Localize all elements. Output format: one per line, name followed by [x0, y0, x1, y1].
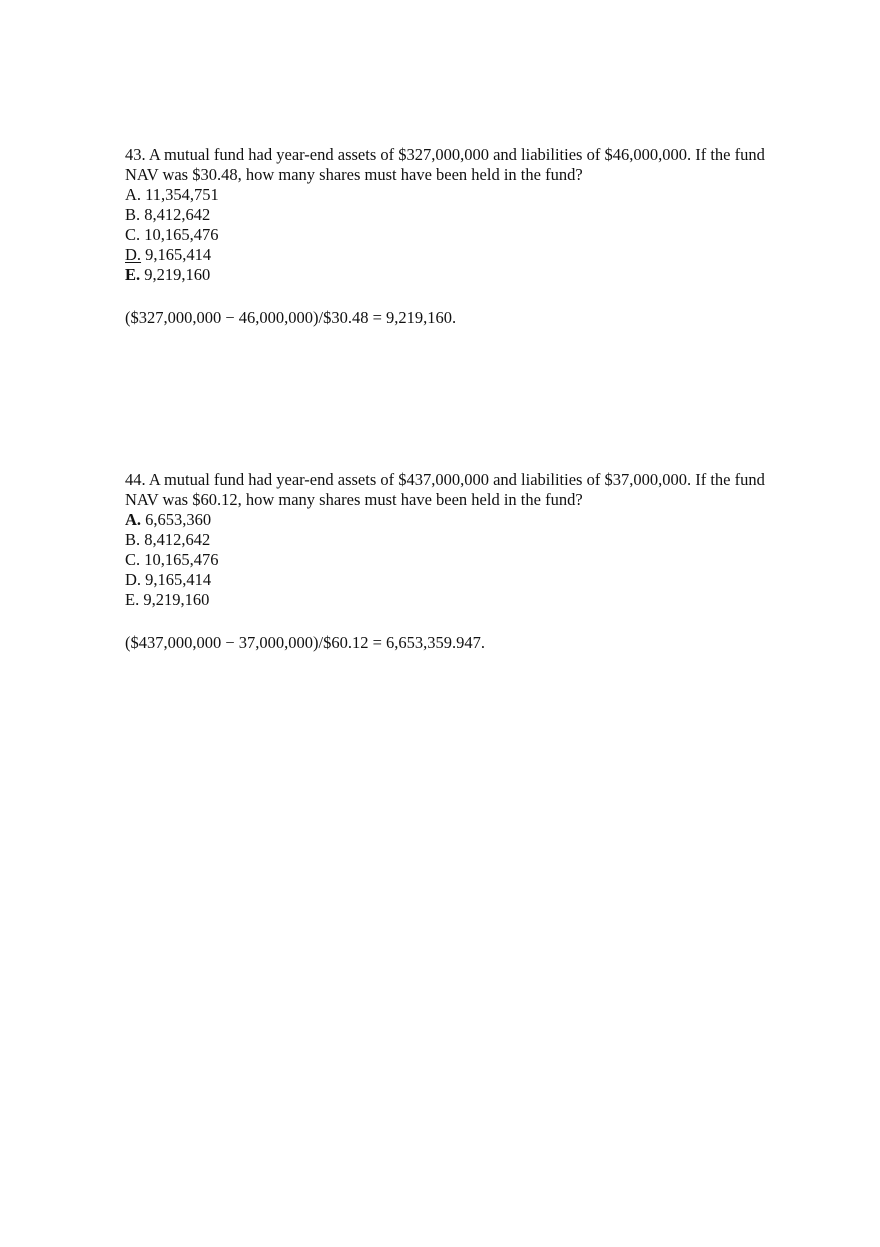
question-stem: 44. A mutual fund had year-end assets of $437,000,000 and liabilities of $37,000,000. If the fund NAV was $60.12, how many shares must have been held in the fund? [125, 470, 765, 509]
choice-letter: B. [125, 205, 141, 224]
question-stem: 43. A mutual fund had year-end assets of $327,000,000 and liabilities of $46,000,000. If the fund NAV was $30.48, how many shares must have been held in the fund? [125, 145, 765, 184]
choice-c [125, 550, 775, 570]
choice-a [125, 185, 775, 205]
choice-letter: B. [125, 530, 141, 549]
choice-letter-correct: E. [125, 265, 141, 284]
question-44 [125, 470, 775, 653]
choice-d [125, 570, 775, 590]
choice-letter: D. [125, 245, 142, 264]
choice-letter: A. [125, 185, 142, 204]
answer-explanation: ($437,000,000 − 37,000,000)/$60.12 = 6,653,359.947. [125, 633, 486, 652]
choice-e [125, 590, 775, 610]
choice-b [125, 205, 775, 225]
choice-d [125, 245, 775, 265]
choice-letter-correct: A. [125, 510, 142, 529]
choice-value: 11,354,751 [145, 185, 219, 204]
choice-value: 9,219,160 [143, 590, 210, 609]
choice-c [125, 225, 775, 245]
choice-value: 9,165,414 [145, 570, 212, 589]
choice-letter: D. [125, 570, 142, 589]
choice-value: 10,165,476 [144, 550, 219, 569]
choice-value: 8,412,642 [144, 205, 211, 224]
choice-value: 10,165,476 [144, 225, 219, 244]
choice-letter: E. [125, 590, 140, 609]
choice-e-correct [125, 265, 775, 285]
choice-letter: C. [125, 225, 141, 244]
choice-value: 9,219,160 [144, 265, 211, 284]
answer-explanation: ($327,000,000 − 46,000,000)/$30.48 = 9,219,160. [125, 308, 457, 327]
choice-value: 6,653,360 [145, 510, 212, 529]
choice-letter: C. [125, 550, 141, 569]
choice-a-correct [125, 510, 775, 530]
answer-choices [125, 510, 775, 610]
answer-choices [125, 185, 775, 285]
choice-value: 8,412,642 [144, 530, 211, 549]
choice-value: 9,165,414 [145, 245, 212, 264]
choice-b [125, 530, 775, 550]
question-43 [125, 145, 775, 328]
